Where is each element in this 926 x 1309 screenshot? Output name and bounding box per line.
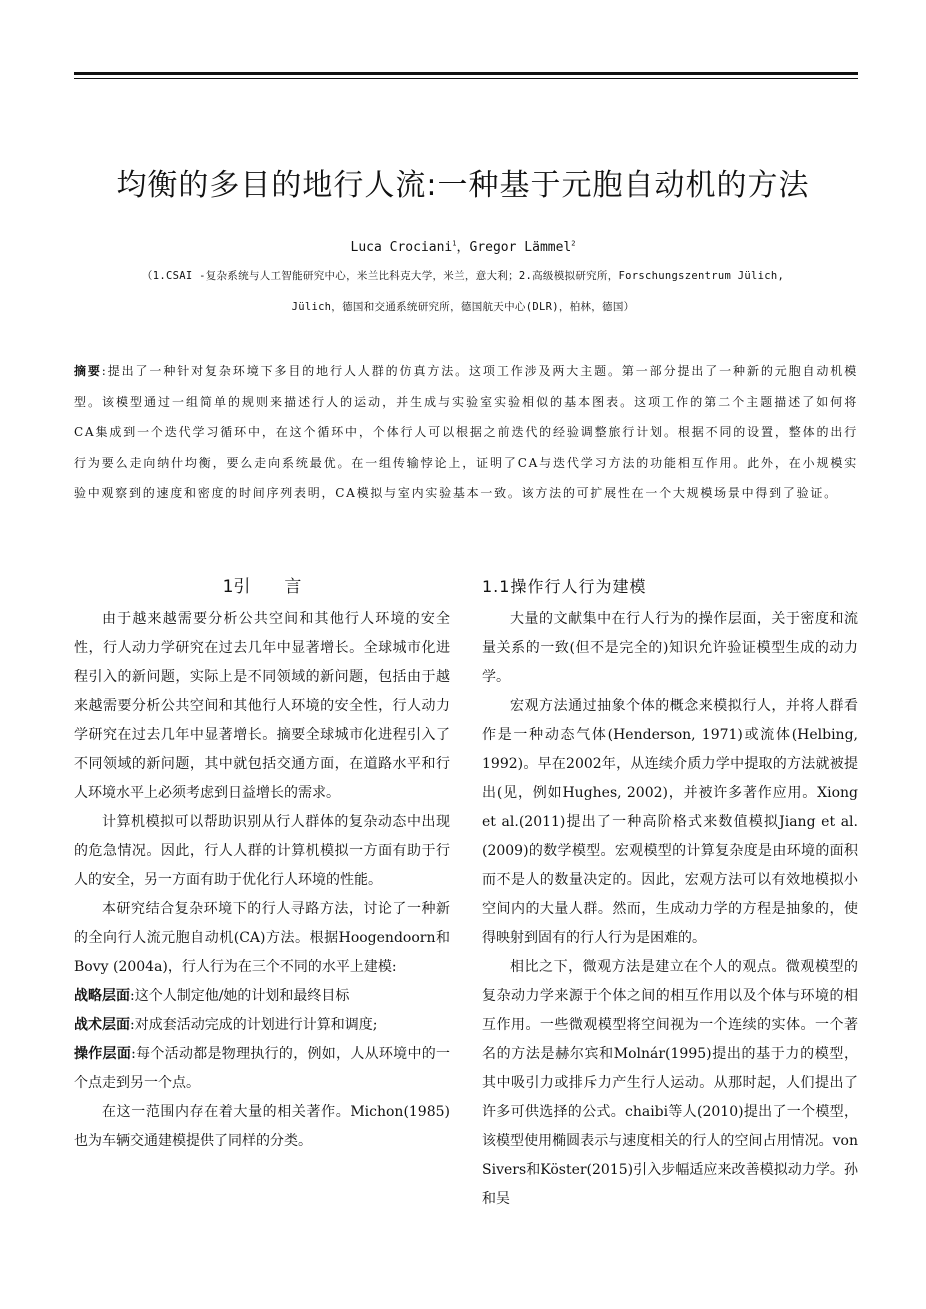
header-rule-thin xyxy=(74,78,858,79)
abstract-text: :提出了一种针对复杂环境下多目的地行人人群的仿真方法。这项工作涉及两大主题。第一部分提出了一种新的元胞自动机模型。该模型通过一组简单的规则来描述行人的运动，并生成与实验室实验相似的基本图表。这项工作的第二个主题描述了如何将CA集成到一个迭代学习循环中，在这个循环中，个体行人可以根据之前迭代的经验调整旅行计划。根据不同的设置，整体的出行行为要么走向纳什均衡，要么走向系统最优。在一组传输悖论上，证明了CA与迭代学习方法的功能相互作用。此外，在小规模实验中观察到的速度和密度的时间序列表明，CA模拟与室内实验基本一致。该方法的可扩展性在一个大规模场景中得到了验证。 xyxy=(74,364,858,501)
affiliation-line: Jülich，德国和交通系统研究所，德国航天中心(DLR)，柏林，德国） xyxy=(291,301,635,313)
definition-item xyxy=(74,982,450,1011)
affiliation-marker: 1 xyxy=(452,239,457,248)
paragraph: 大量的文献集中在行人行为的操作层面，关于密度和流量关系的一致(但不是完全的)知识允许验证模型生成的动力学。 xyxy=(482,611,858,685)
paragraph: 在这一范围内存在着大量的相关著作。Michon(1985)也为车辆交通建模提供了同样的分类。 xyxy=(74,1104,450,1149)
definition-item xyxy=(74,1040,450,1098)
affiliation-line: （1.CSAI -复杂系统与人工智能研究中心，米兰比科克大学，米兰，意大利；2.高级模拟研究所，Forschungszentrum Jülich, xyxy=(141,270,785,282)
abstract xyxy=(74,356,858,509)
definition-term: 操作层面 xyxy=(74,1046,132,1062)
definition-term: 战术层面 xyxy=(74,1017,130,1033)
right-column xyxy=(482,576,858,1214)
author-name: Luca Crociani xyxy=(350,240,453,255)
author-name: Gregor Lämmel xyxy=(469,240,572,255)
left-column xyxy=(74,576,450,1156)
definition-term: 战略层面 xyxy=(74,988,130,1004)
header-rule-thick xyxy=(74,72,858,75)
author-separator: ， xyxy=(456,240,470,255)
paragraph: 宏观方法通过抽象个体的概念来模拟行人，并将人群看作是一种动态气体(Henderson, 1971)或流体(Helbing, 1992)。早在2002年，从连续介质力学中提取的方法就被提出(见，例如Hughes, 2002)，并被许多著作应用。Xiong et al.(2011)提出了一种高阶格式来数值模拟Jiang et al.(2009)的数学模型。宏观模型的计算复杂度是由环境的面积而不是人的数量决定的。因此，宏观方法可以有效地模拟小空间内的大量人群。然而，生成动力学的方程是抽象的，使得映射到固有的行人行为是困难的。 xyxy=(482,698,858,946)
affiliation-marker: 2 xyxy=(571,239,576,248)
paragraph: 由于越来越需要分析公共空间和其他行人环境的安全性，行人动力学研究在过去几年中显著增长。全球城市化进程引入的新问题，实际上是不同领域的新问题，包括由于越来越需要分析公共空间和其他行人环境的安全性，行人动力学研究在过去几年中显著增长。摘要全球城市化进程引入了不同领域的新问题，其中就包括交通方面，在道路水平和行人环境水平上必须考虑到日益增长的需求。 xyxy=(74,611,450,801)
subsection-heading: 1.1操作行人行为建模 xyxy=(482,577,647,596)
abstract-label: 摘要 xyxy=(74,364,102,378)
author-line xyxy=(40,236,886,255)
definition-text: :对成套活动完成的计划进行计算和调度; xyxy=(130,1017,378,1033)
paragraph: 计算机模拟可以帮助识别从行人群体的复杂动态中出现的危急情况。因此，行人人群的计算机模拟一方面有助于行人的安全，另一方面有助于优化行人环境的性能。 xyxy=(74,814,450,888)
paragraph: 相比之下，微观方法是建立在个人的观点。微观模型的复杂动力学来源于个体之间的相互作用以及个体与环境的相互作用。一些微观模型将空间视为一个连续的实体。一个著名的方法是赫尔宾和Molnár(1995)提出的基于力的模型，其中吸引力或排斥力产生行人运动。从那时起，人们提出了许多可供选择的公式。chaibi等人(2010)提出了一个模型，该模型使用椭圆表示与速度相关的行人的空间占用情况。von Sivers和Köster(2015)引入步幅适应来改善模拟动力学。孙和吴 xyxy=(482,959,858,1207)
paragraph: 本研究结合复杂环境下的行人寻路方法，讨论了一种新的全向行人流元胞自动机(CA)方法。根据Hoogendoorn和Bovy (2004a)，行人行为在三个不同的水平上建模: xyxy=(74,901,450,975)
definition-text: :这个人制定他/她的计划和最终目标 xyxy=(130,988,350,1004)
definition-text: :每个活动都是物理执行的，例如，人从环境中的一个点走到另一个点。 xyxy=(74,1046,451,1091)
paper-title: 均衡的多目的地行人流:一种基于元胞自动机的方法 xyxy=(116,168,810,203)
definition-item xyxy=(74,1011,450,1040)
section-heading: 1引 言 xyxy=(222,577,302,597)
